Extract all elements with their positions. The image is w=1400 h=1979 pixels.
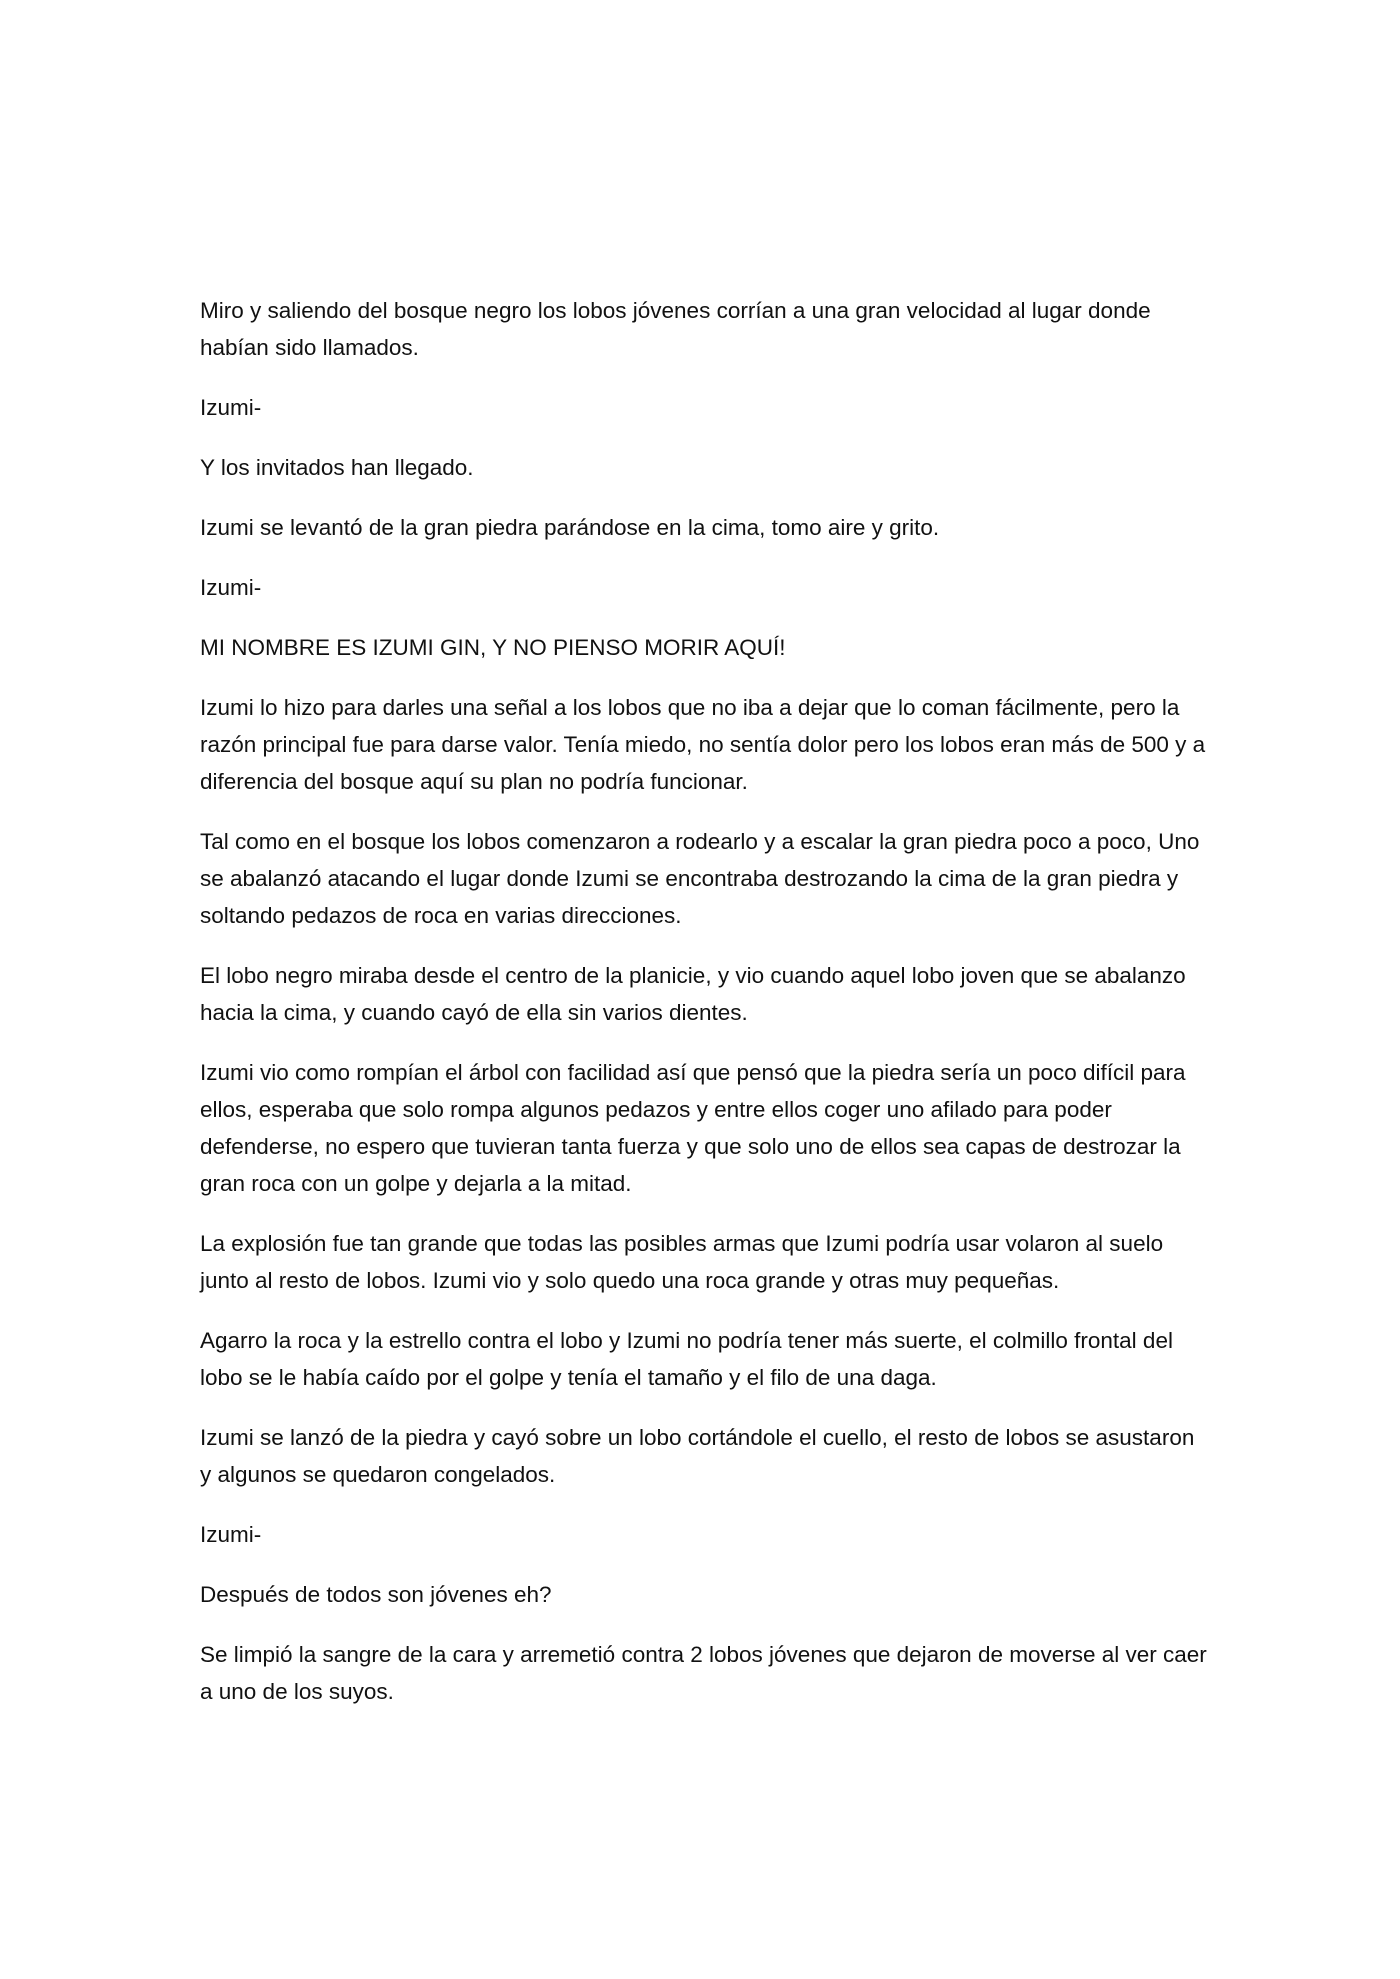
paragraph: Tal como en el bosque los lobos comenzaron a rodearlo y a escalar la gran piedra poco a poco, Uno se abalanzó atacando el lugar donde Izumi se encontraba destrozando la cima de la gran piedra y soltando pedazos de roca en varias direcciones. <box>200 829 1200 928</box>
dialogue-line: MI NOMBRE ES IZUMI GIN, Y NO PIENSO MORIR AQUÍ! <box>200 635 786 660</box>
paragraph: Agarro la roca y la estrello contra el lobo y Izumi no podría tener más suerte, el colmillo frontal del lobo se le había caído por el golpe y tenía el tamaño y el filo de una daga. <box>200 1328 1173 1390</box>
paragraph: La explosión fue tan grande que todas las posibles armas que Izumi podría usar volaron al suelo junto al resto de lobos. Izumi vio y solo quedo una roca grande y otras muy pequeñas. <box>200 1231 1164 1293</box>
dialogue-line: Y los invitados han llegado. <box>200 455 474 480</box>
speaker-label: Izumi- <box>200 1522 262 1547</box>
speaker-label: Izumi- <box>200 575 262 600</box>
document-body <box>200 292 1210 1733</box>
paragraph: Miro y saliendo del bosque negro los lobos jóvenes corrían a una gran velocidad al lugar donde habían sido llamados. <box>200 298 1151 360</box>
paragraph: Izumi vio como rompían el árbol con facilidad así que pensó que la piedra sería un poco difícil para ellos, esperaba que solo rompa algunos pedazos y entre ellos coger uno afilado para poder defenderse, no espero que tuvieran tanta fuerza y que solo uno de ellos sea capas de destrozar la gran roca con un golpe y dejarla a la mitad. <box>200 1060 1186 1196</box>
dialogue-line: Después de todos son jóvenes eh? <box>200 1582 552 1607</box>
paragraph: El lobo negro miraba desde el centro de la planicie, y vio cuando aquel lobo joven que se abalanzo hacia la cima, y cuando cayó de ella sin varios dientes. <box>200 963 1186 1025</box>
paragraph: Izumi lo hizo para darles una señal a los lobos que no iba a dejar que lo coman fácilmente, pero la razón principal fue para darse valor. Tenía miedo, no sentía dolor pero los lobos eran más de 500 y a diferencia del bosque aquí su plan no podría funcionar. <box>200 695 1206 794</box>
paragraph: Izumi se levantó de la gran piedra parándose en la cima, tomo aire y grito. <box>200 515 940 540</box>
paragraph: Izumi se lanzó de la piedra y cayó sobre un lobo cortándole el cuello, el resto de lobos se asustaron y algunos se quedaron congelados. <box>200 1425 1195 1487</box>
speaker-label: Izumi- <box>200 395 262 420</box>
paragraph: Se limpió la sangre de la cara y arremetió contra 2 lobos jóvenes que dejaron de moverse al ver caer a uno de los suyos. <box>200 1642 1207 1704</box>
